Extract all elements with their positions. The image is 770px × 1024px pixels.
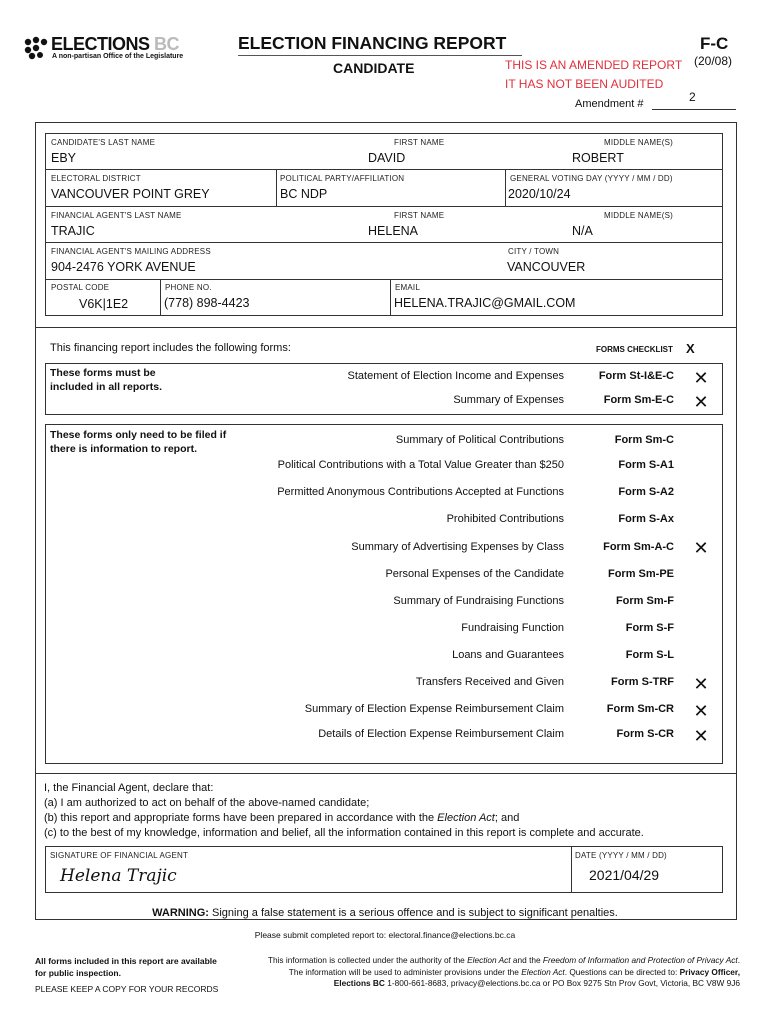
forms-intro: This financing report includes the following forms: [50,342,291,354]
form-code: Form S-TRF [611,676,674,688]
form-code: Form St-I&E-C [598,370,674,382]
form-checkbox[interactable]: ✕ [693,538,709,558]
signature-field[interactable]: Helena Trajic [60,866,177,886]
candidate-first-name-label: FIRST NAME [394,138,445,147]
form-desc: Loans and Guarantees [452,649,564,661]
org-tagline: A non-partisan Office of the Legislature [52,53,184,60]
audit-note: IT HAS NOT BEEN AUDITED [505,77,664,91]
form-code: Form S-A2 [618,486,674,498]
candidate-middle-name-field[interactable]: ROBERT [572,151,624,165]
form-code: Form S-A1 [618,459,674,471]
submit-note: Please submit completed report to: electoral.finance@elections.bc.ca [254,930,516,940]
declaration-line: (a) I am authorized to act on behalf of the above-named candidate; [44,797,370,809]
divider [505,169,506,206]
candidate-middle-name-label: MIDDLE NAME(S) [604,138,674,147]
form-desc: Summary of Fundraising Functions [393,595,564,607]
postal-code-field[interactable]: V6K|1E2 [79,297,129,311]
org-name: ELECTIONS BC [51,34,180,54]
section-divider [35,327,737,328]
divider [45,242,723,243]
party-label: POLITICAL PARTY/AFFILIATION [280,174,405,183]
agent-address-label: FINANCIAL AGENT'S MAILING ADDRESS [51,247,211,256]
voting-day-field[interactable]: 2020/10/24 [508,187,571,201]
agent-address-field[interactable]: 904-2476 YORK AVENUE [51,260,196,274]
title-underline [238,55,522,56]
agent-first-name-field[interactable]: HELENA [368,224,419,238]
voting-day-label: GENERAL VOTING DAY (YYYY / MM / DD) [510,174,673,183]
form-checkbox[interactable]: ✕ [693,674,709,694]
form-desc: Personal Expenses of the Candidate [385,568,564,580]
form-desc: Summary of Election Expense Reimbursement Claim [304,703,564,715]
agent-last-name-field[interactable]: TRAJIC [51,224,95,238]
divider [276,169,277,206]
divider [45,169,723,170]
signature-label: SIGNATURE OF FINANCIAL AGENT [50,851,189,860]
checklist-header-mark: X [686,341,695,356]
form-code: Form Sm-C [614,434,674,446]
divider [571,846,572,893]
email-label: EMAIL [395,283,421,292]
amended-note: THIS IS AN AMENDED REPORT [505,58,683,72]
privacy-notice: This information is collected under the authority of the Election Act and the Freedom of Information and Protection of Privacy Act. The information will be used to administer provisions under the Election Act. Questions can be directed to: Privacy Officer, Elections BC 1-800-661-8683, privacy@elections.bc.ca or PO Box 9275 Stn Prov Govt, Victoria, BC V8W 9J6 [267,955,740,988]
candidate-last-name-field[interactable]: EBY [51,151,77,165]
divider [390,279,391,316]
agent-city-field[interactable]: VANCOUVER [507,260,586,274]
agent-city-label: CITY / TOWN [508,247,560,256]
declaration-line: (c) to the best of my knowledge, information and belief, all the information contained in this report is complete and accurate. [44,827,644,839]
form-code: Form S-Ax [618,513,674,525]
declaration-text [44,781,644,841]
form-checkbox[interactable]: ✕ [693,701,709,721]
phone-field[interactable]: (778) 898-4423 [164,296,250,310]
form-desc: Summary of Expenses [453,394,564,406]
email-field[interactable]: HELENA.TRAJIC@GMAIL.COM [394,296,576,310]
form-checkbox[interactable]: ✕ [693,392,709,412]
electoral-district-field[interactable]: VANCOUVER POINT GREY [51,187,210,201]
phone-label: PHONE NO. [165,283,212,292]
form-code: Form Sm-F [615,595,674,607]
declaration-line: I, the Financial Agent, declare that: [44,782,214,794]
form-code: Form S-F [625,622,674,634]
amendment-label: Amendment # [575,98,644,110]
form-code: Form S-L [625,649,674,661]
date-label: DATE (YYYY / MM / DD) [575,851,667,860]
form-code: Form Sm-CR [606,703,674,715]
party-field[interactable]: BC NDP [280,187,328,201]
amendment-line [652,109,736,110]
warning-text: WARNING: Signing a false statement is a serious offence and is subject to significant penalties. [152,907,618,919]
form-code: Form Sm-E-C [603,394,674,406]
form-checkbox[interactable]: ✕ [693,368,709,388]
candidate-last-name-label: CANDIDATE'S LAST NAME [51,138,156,147]
agent-middle-name-label: MIDDLE NAME(S) [604,211,674,220]
postal-code-label: POSTAL CODE [51,283,110,292]
date-field[interactable]: 2021/04/29 [589,867,660,883]
required-forms-label: These forms must be included in all reports. [50,367,163,393]
form-desc: Fundraising Function [461,622,564,634]
amendment-number-field[interactable]: 2 [689,90,696,104]
elections-bc-logo-icon [22,36,50,60]
form-subtitle: CANDIDATE [333,60,415,76]
section-divider [35,773,737,774]
electoral-district-label: ELECTORAL DISTRICT [51,174,141,183]
form-code: Form S-CR [616,728,674,740]
divider [45,206,723,207]
divider [160,279,161,316]
agent-first-name-label: FIRST NAME [394,211,445,220]
form-code: Form Sm-A-C [603,541,674,553]
declaration-line: (b) this report and appropriate forms have been prepared in accordance with the Election Act; and [44,812,520,824]
agent-middle-name-field[interactable]: N/A [572,224,593,238]
form-desc: Permitted Anonymous Contributions Accepted at Functions [277,486,564,498]
form-id: F-C [700,34,729,53]
form-desc: Summary of Advertising Expenses by Class [351,541,564,553]
divider [45,279,723,280]
form-desc: Prohibited Contributions [446,513,564,525]
form-desc: Political Contributions with a Total Value Greater than $250 [277,459,564,471]
form-code: Form Sm-PE [607,568,674,580]
form-version: (20/08) [694,54,733,68]
public-inspection-note: All forms included in this report are available for public inspection. PLEASE KEEP A COPY FOR YOUR RECORDS [35,956,219,994]
forms-checklist-label: FORMS CHECKLIST [596,345,673,354]
optional-forms-label: These forms only need to be filed if there is information to report. [50,429,227,455]
form-desc: Transfers Received and Given [415,676,564,688]
form-desc: Summary of Political Contributions [395,434,564,446]
form-title: ELECTION FINANCING REPORT [238,33,507,53]
form-desc: Statement of Election Income and Expenses [347,370,564,382]
candidate-first-name-field[interactable]: DAVID [368,151,406,165]
agent-last-name-label: FINANCIAL AGENT'S LAST NAME [51,211,182,220]
form-desc: Details of Election Expense Reimbursement Claim [318,728,564,740]
form-checkbox[interactable]: ✕ [693,726,709,746]
